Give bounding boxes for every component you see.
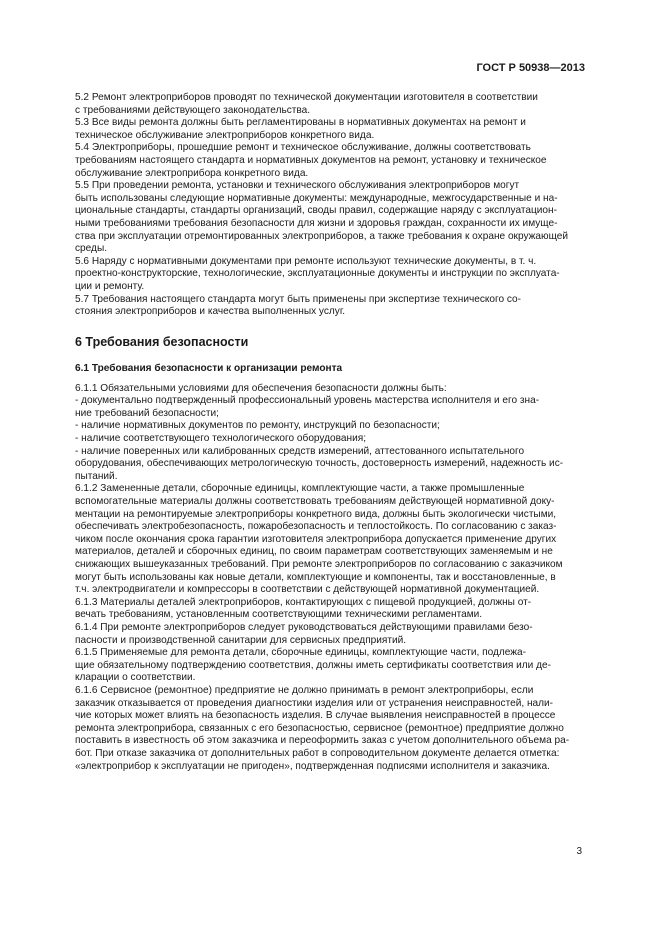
clause-6-1-5: 6.1.5 Применяемые для ремонта детали, сборочные единицы, комплектующие части, подлежа- щие обязательному подтверждению соответствия, должны иметь сертификаты соответствия или де- кларации о соответствии. <box>75 647 551 684</box>
document-code: ГОСТ Р 50938—2013 <box>476 62 585 74</box>
clause-5-7: 5.7 Требования настоящего стандарта могут быть применены при экспертизе технического со- стояния электроприборов и качества выполненных услуг. <box>75 293 522 318</box>
page-body <box>75 92 584 773</box>
clause-5-6: 5.6 Наряду с нормативными документами при ремонте используют технические документы, в т. ч. проектно-конструкторские, технологические, эксплуатационные документы и инструкции по эксплуата- ции и ремонту. <box>75 255 560 292</box>
subsection-title: 6.1 Требования безопасности к организации ремонта <box>75 362 343 374</box>
clause-6-1-1: 6.1.1 Обязательными условиями для обеспечения безопасности должны быть: <box>75 382 447 394</box>
list-item: - наличие нормативных документов по ремонту, инструкций по безопасности; <box>75 420 440 432</box>
clause-6-1-3: 6.1.3 Материалы деталей электроприборов, контактирующих с пищевой продукцией, должны от- вечать требованиям, установленным соответствующими техническими регламентами. <box>75 596 532 621</box>
clause-5-4: 5.4 Электроприборы, прошедшие ремонт и техническое обслуживание, должны соответствовать требованиям настоящего стандарта и нормативных документов на ремонт, установку и техническое обслуживание электроприбора конкретного вида. <box>75 142 547 179</box>
clause-5-5: 5.5 При проведении ремонта, установки и технического обслуживания электроприборов могут быть использованы следующие нормативные документы: международные, межгосударственные и на- циональные стандарты, стандарты организаций, своды правил, содержащие наряду с эксплуатацион- ными требованиями требования безопасности для жизни и здоровья граждан, сохранности их имуще- ства при эксплуатации отремонтированных электроприборов, а также требования к охране окружающей среды. <box>75 180 569 255</box>
clause-6-1-6: 6.1.6 Сервисное (ремонтное) предприятие не должно принимать в ремонт электроприборы, если заказчик отказывается от проведения диагностики изделия или от устранения неисправностей, нали- чие которых может влиять на безопасность изделия. В случае выявления неисправностей в процессе ремонта электроприбора, связанных с его безопасностью, сервисное (ремонтное) предприятие должно поставить в известность об этом заказчика и переоформить заказ с учетом дополнительного объема ра- бот. При отказе заказчика от дополнительных работ в сопроводительном документе делается отметка: «электроприбор к эксплуатации не пригоден», подтвержденная подписями исполнителя и заказчика. <box>75 684 570 772</box>
section-title: 6 Требования безопасности <box>75 334 249 349</box>
page-number: 3 <box>576 846 582 857</box>
clause-6-1-2: 6.1.2 Замененные детали, сборочные единицы, комплектующие части, а также промышленные вспомогательные материалы должны соответствовать требованиям действующей нормативной доку- ментации на ремонтируемые электроприборы конкретного вида, должны быть экологически чистыми, обеспечивать электробезопасность, пожаробезопасность и теплостойкость. По согласованию с заказ- чиком после окончания срока гарантии изготовителя электроприбора допускается применение других материалов, деталей и сборочных единиц, по своим параметрам соответствующих заменяемым и не снижающих вышеуказанных требований. При ремонте электроприборов по согласованию с заказчиком могут быть использованы как новые детали, комплектующие и компоненты, так и восстановленные, в т.ч. электродвигатели и компрессоры в соответствии с действующей нормативной документацией. <box>75 483 563 596</box>
list-item: - документально подтвержденный профессиональный уровень мастерства исполнителя и его зна- ние требований безопасности; <box>75 395 540 419</box>
list-item: - наличие поверенных или калиброванных средств измерений, аттестованного испытательного оборудования, обеспечивающих метрологическую точность, достоверность измерений, надежность ис- пытаний. <box>75 445 564 482</box>
list-item: - наличие соответствующего технологического оборудования; <box>75 433 366 445</box>
clause-5-2: 5.2 Ремонт электроприборов проводят по технической документации изготовителя в соответствии с требованиями действующего законодательства. <box>75 92 538 116</box>
clause-6-1-4: 6.1.4 При ремонте электроприборов следует руководствоваться действующими правилами безо- пасности и производственной санитарии для сервисных предприятий. <box>75 621 533 646</box>
clause-5-3: 5.3 Все виды ремонта должны быть регламентированы в нормативных документах на ремонт и техническое обслуживание электроприборов конкретного вида. <box>75 117 526 141</box>
